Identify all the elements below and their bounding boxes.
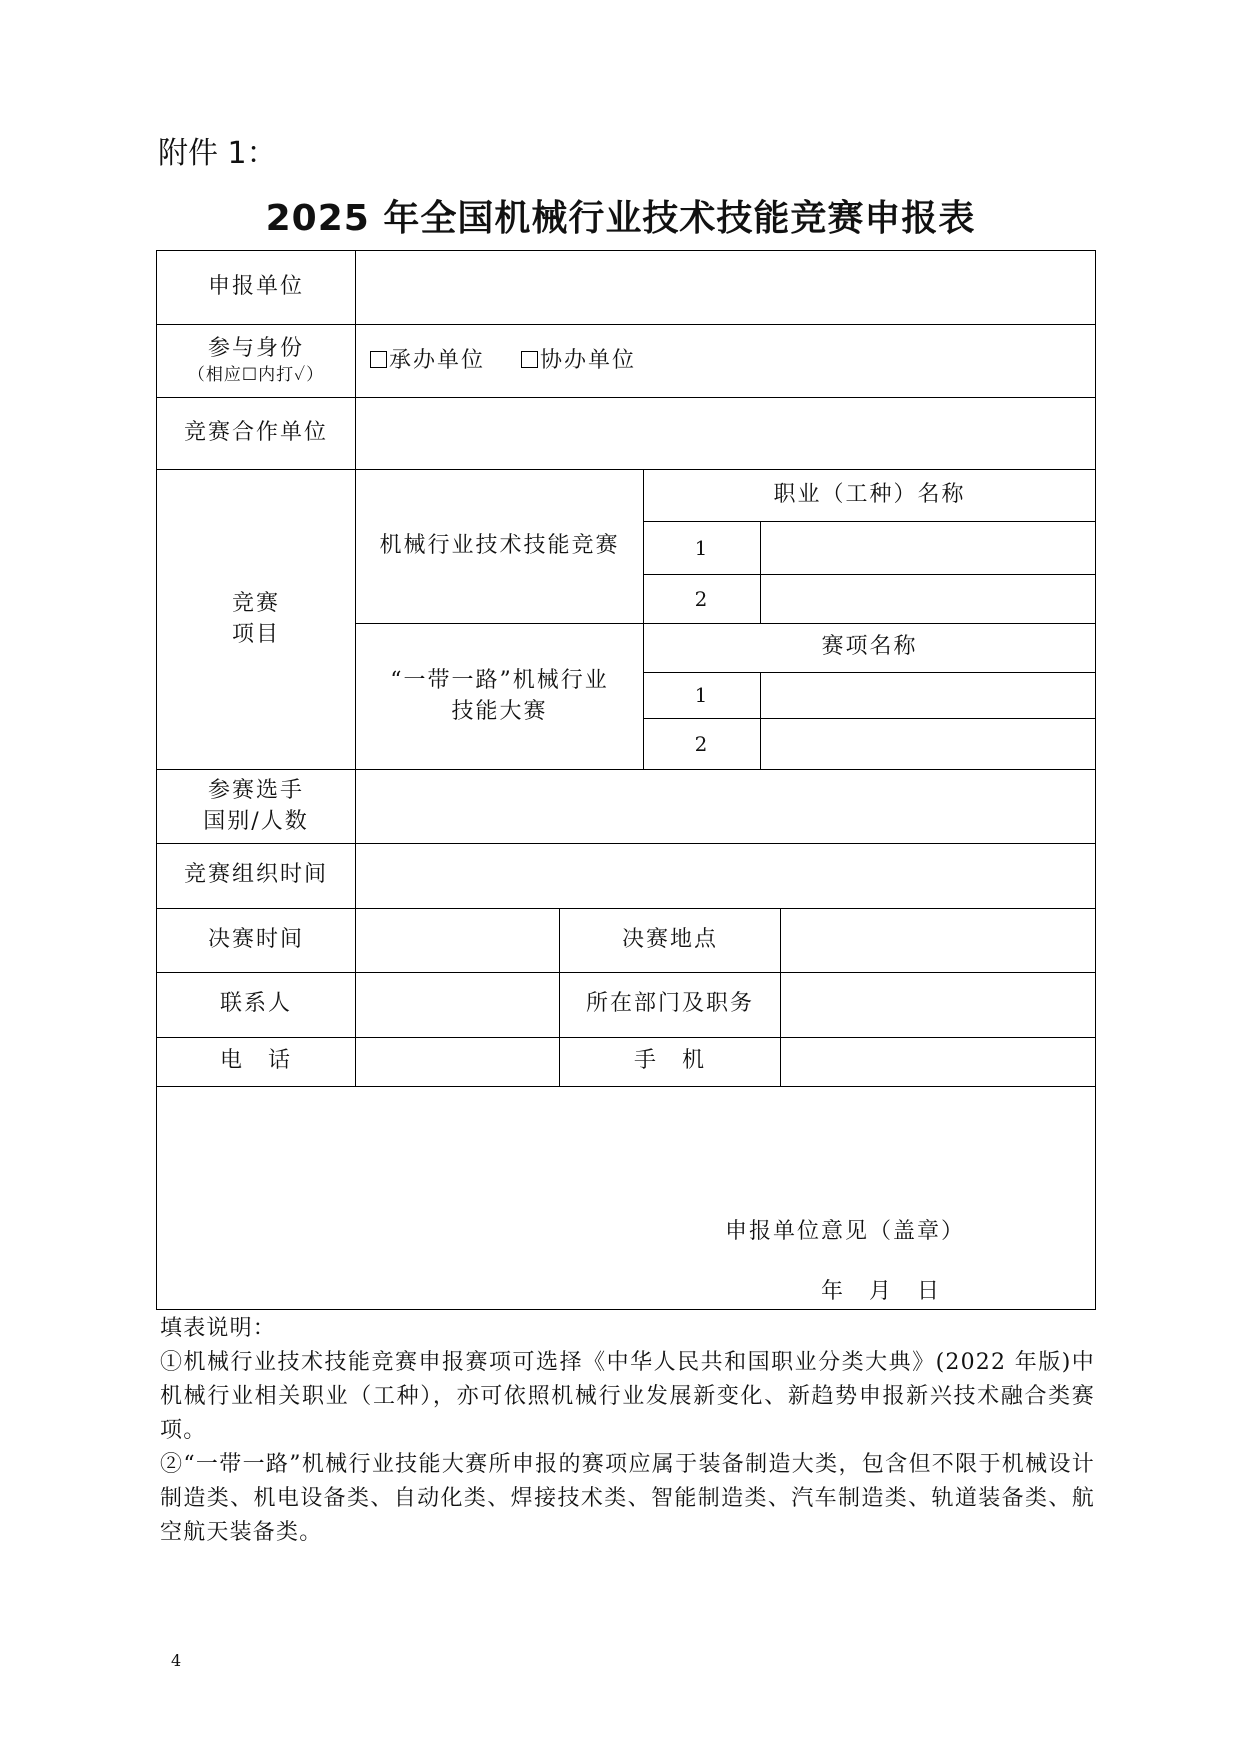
- competition-a-row1-field[interactable]: [761, 522, 1096, 574]
- notes-item-1: ①机械行业技术技能竞赛申报赛项可选择《中华人民共和国职业分类大典》(2022 年版)中机械行业相关职业（工种），亦可依照机械行业发展新变化、新趋势申报新兴技术融合类赛项。: [160, 1350, 1095, 1443]
- competition-b-row2-field[interactable]: [761, 718, 1096, 769]
- competition-items-label-line2: 项目: [231, 621, 280, 647]
- competition-a-header: 职业（工种）名称: [644, 469, 1096, 521]
- fill-instructions: [160, 1312, 1095, 1550]
- department-label: 所在部门及职务: [560, 973, 781, 1038]
- host-checkbox[interactable]: [370, 351, 387, 368]
- participation-role-options: [356, 324, 1096, 398]
- partner-unit-label: 竞赛合作单位: [157, 398, 356, 470]
- phone-field[interactable]: [356, 1037, 560, 1086]
- org-time-field[interactable]: [356, 843, 1096, 908]
- applicant-unit-field[interactable]: [356, 251, 1096, 325]
- competition-b-header: 赛项名称: [644, 624, 1096, 672]
- attachment-label: 附件 1：: [158, 136, 277, 171]
- contact-field[interactable]: [356, 973, 560, 1038]
- participation-role-label: [157, 324, 356, 398]
- competition-a-row2-number: 2: [644, 574, 761, 623]
- final-time-field[interactable]: [356, 908, 560, 973]
- applicant-unit-label: 申报单位: [157, 251, 356, 325]
- participants-label: [157, 770, 356, 844]
- participants-label-line1: 参赛选手: [207, 777, 304, 803]
- participation-role-hint: （相应☐内打✓）: [187, 365, 325, 386]
- final-time-label: 决赛时间: [157, 908, 356, 973]
- co-host-checkbox[interactable]: [521, 351, 538, 368]
- co-host-option-label: 协办单位: [540, 347, 637, 373]
- application-form: [156, 250, 1096, 1310]
- competition-b-name: [356, 624, 644, 770]
- department-field[interactable]: [781, 973, 1096, 1038]
- contact-label: 联系人: [157, 973, 356, 1038]
- opinion-label: 申报单位意见（盖章）: [725, 1219, 966, 1245]
- date-line: 年 月 日: [821, 1279, 942, 1305]
- notes-item-2: ②“一带一路”机械行业技能大赛所申报的赛项应属于装备制造大类，包含但不限于机械设计制造类、机电设备类、自动化类、焊接技术类、智能制造类、汽车制造类、轨道装备类、航空航天装备类。: [160, 1452, 1095, 1545]
- mobile-field[interactable]: [781, 1037, 1096, 1086]
- competition-a-name: 机械行业技术技能竞赛: [356, 469, 644, 623]
- competition-a-row1-number: 1: [644, 522, 761, 574]
- final-location-label: 决赛地点: [560, 908, 781, 973]
- participants-field[interactable]: [356, 770, 1096, 844]
- org-time-label: 竞赛组织时间: [157, 843, 356, 908]
- participation-role-title: 参与身份: [207, 335, 304, 361]
- competition-b-row2-number: 2: [644, 718, 761, 769]
- competition-b-row1-number: 1: [644, 672, 761, 718]
- partner-unit-field[interactable]: [356, 398, 1096, 470]
- competition-b-row1-field[interactable]: [761, 672, 1096, 718]
- participants-label-line2: 国别/人数: [203, 808, 309, 834]
- page-number: 4: [171, 1651, 182, 1670]
- opinion-section[interactable]: [157, 1087, 1096, 1310]
- phone-label: 电 话: [157, 1037, 356, 1086]
- competition-items-label-line1: 竞赛: [231, 590, 280, 616]
- competition-b-name-line2: 技能大赛: [451, 698, 548, 724]
- competition-b-name-line1: “一带一路”机械行业: [390, 667, 609, 693]
- competition-a-row2-field[interactable]: [761, 574, 1096, 623]
- notes-heading: 填表说明：: [160, 1316, 277, 1341]
- page-title: 2025 年全国机械行业技术技能竞赛申报表: [265, 198, 976, 239]
- host-option-label: 承办单位: [389, 347, 486, 373]
- competition-items-label: [157, 469, 356, 770]
- mobile-label: 手 机: [560, 1037, 781, 1086]
- final-location-field[interactable]: [781, 908, 1096, 973]
